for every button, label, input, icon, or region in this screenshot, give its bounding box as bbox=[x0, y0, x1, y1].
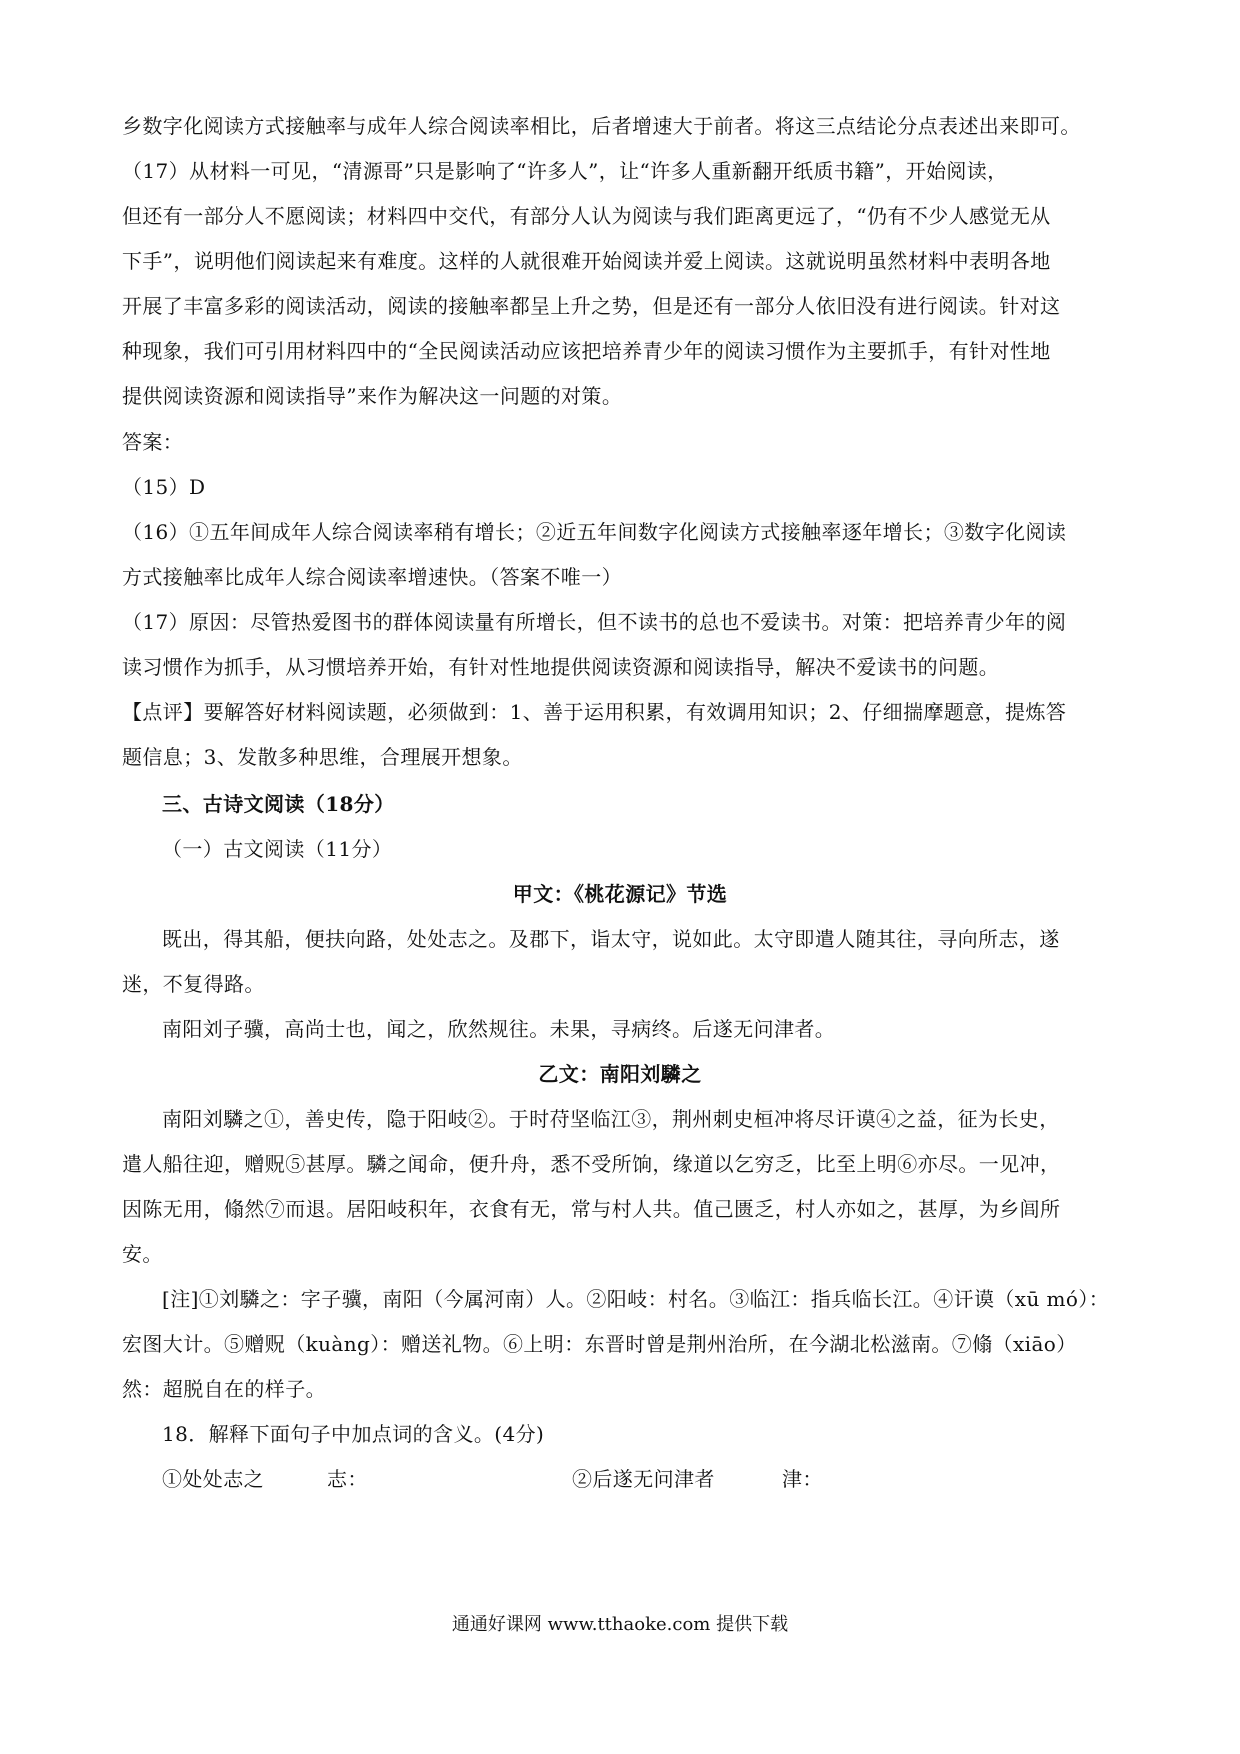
notes-line: [注]①刘驎之：字子骥，南阳（今属河南）人。②阳岐：村名。③临江：指兵临长江。④讦谟（xū mó）： bbox=[162, 1287, 1110, 1311]
text-line: 开展了丰富多彩的阅读活动，阅读的接触率都呈上升之势，但是还有一部分人依旧没有进行阅读。针对这 bbox=[122, 294, 1061, 318]
text-line: 因陈无用，翛然⑦而退。居阳岐积年，衣食有无，常与村人共。值己匮乏，村人亦如之，甚厚，为乡闾所 bbox=[122, 1197, 1061, 1221]
q18-label-1: 志： bbox=[327, 1467, 368, 1491]
answer-heading: 答案： bbox=[122, 430, 184, 454]
text-line: 但还有一部分人不愿阅读；材料四中交代，有部分人认为阅读与我们距离更远了，“仍有不少人感觉无从 bbox=[122, 204, 1051, 228]
q18-label-2: 津： bbox=[782, 1467, 823, 1491]
notes-line: 然：超脱自在的样子。 bbox=[122, 1377, 326, 1401]
text-line: 既出，得其船，便扶向路，处处志之。及郡下，诣太守，说如此。太守即遣人随其往，寻向所志，遂 bbox=[162, 927, 1060, 951]
text-line: 种现象，我们可引用材料四中的“全民阅读活动应该把培养青少年的阅读习惯作为主要抓手，有针对性地 bbox=[122, 339, 1051, 363]
answer-15: （15）D bbox=[122, 475, 206, 499]
q18-item-1: ①处处志之 bbox=[162, 1467, 264, 1491]
text-line: 下手”，说明他们阅读起来有难度。这样的人就很难开始阅读并爱上阅读。这就说明虽然材料中表明各地 bbox=[122, 249, 1051, 273]
answer-17: （17）原因：尽管热爱图书的群体阅读量有所增长，但不读书的总也不爱读书。对策：把培养青少年的阅 bbox=[122, 610, 1067, 634]
text-line: 读习惯作为抓手，从习惯培养开始，有针对性地提供阅读资源和阅读指导，解决不爱读书的问题。 bbox=[122, 655, 1000, 679]
passage-a-title: 甲文：《桃花源记》节选 bbox=[512, 882, 728, 906]
text-line: 提供阅读资源和阅读指导”来作为解决这一问题的对策。 bbox=[122, 384, 623, 408]
text-line: 题信息；3、发散多种思维，合理展开想象。 bbox=[122, 745, 523, 769]
text-line: 南阳刘子骥，高尚士也，闻之，欣然规往。未果，寻病终。后遂无问津者。 bbox=[162, 1017, 836, 1041]
commentary: 【点评】要解答好材料阅读题，必须做到：1、善于运用积累，有效调用知识；2、仔细揣摩题意，提炼答 bbox=[122, 700, 1067, 724]
section-heading: 三、古诗文阅读（18分） bbox=[162, 792, 395, 816]
subsection-heading: （一）古文阅读（11分） bbox=[162, 837, 393, 861]
text-line: 遣人船往迎，赠贶⑤甚厚。驎之闻命，便升舟，悉不受所饷，缘道以乞穷乏，比至上明⑥亦尽。一见冲， bbox=[122, 1152, 1061, 1176]
question-18: 18．解释下面句子中加点词的含义。(4分) bbox=[162, 1422, 545, 1446]
notes-line: 宏图大计。⑤赠贶（kuàng）：赠送礼物。⑥上明：东晋时曾是荆州治所，在今湖北松滋南。⑦翛（xiāo） bbox=[122, 1332, 1077, 1356]
footer-source: 通通好课网 www.tthaoke.com 提供下载 bbox=[451, 1614, 789, 1635]
text-line: 南阳刘驎之①，善史传，隐于阳岐②。于时苻坚临江③，荆州刺史桓冲将尽讦谟④之益，征为长史， bbox=[162, 1107, 1060, 1131]
q18-item-2: ②后遂无问津者 bbox=[572, 1467, 715, 1491]
text-line: 安。 bbox=[122, 1242, 163, 1266]
text-line: 迷，不复得路。 bbox=[122, 972, 265, 996]
text-line: （17）从材料一可见，“清源哥”只是影响了“许多人”，让“许多人重新翻开纸质书籍”，开始阅读， bbox=[122, 159, 1008, 183]
passage-b-title: 乙文：南阳刘驎之 bbox=[538, 1062, 702, 1086]
text-line: 乡数字化阅读方式接触率与成年人综合阅读率相比，后者增速大于前者。将这三点结论分点表述出来即可。 bbox=[122, 114, 1081, 138]
text-line: 方式接触率比成年人综合阅读率增速快。（答案不唯一） bbox=[122, 565, 622, 589]
question-18-items bbox=[122, 1465, 1118, 1493]
answer-16: （16）①五年间成年人综合阅读率稍有增长；②近五年间数字化阅读方式接触率逐年增长；③数字化阅读 bbox=[122, 520, 1067, 544]
